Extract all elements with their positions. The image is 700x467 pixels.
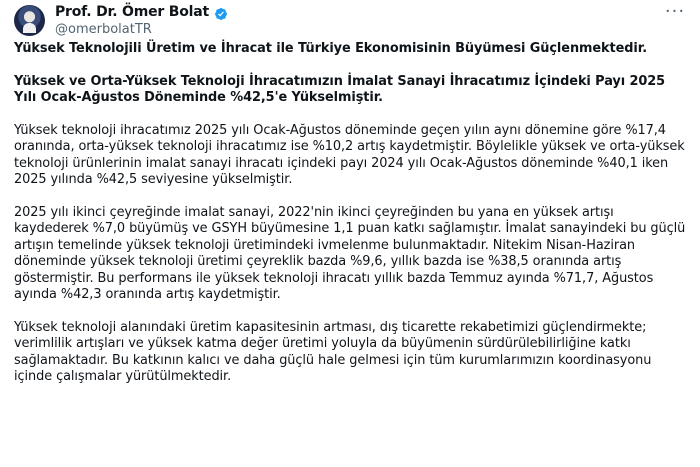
body-paragraph-1: Yüksek teknoloji ihracatımız 2025 yılı Ocak-Ağustos döneminde geçen yılın aynı dönemine göre %17,4 oranında, orta-yüksek teknoloji ihracatımız ise %10,2 artış kaydetmiştir. Böylelikle yüksek ve orta-yüksek teknoloji ürünlerinin imalat sanayi ihracatı içindeki payı 2024 yılı Ocak-Ağustos döneminde %40,1 iken 2025 yılında %42,5 seviyesine yükselmiştir. [14,122,685,187]
post-text [14,41,686,386]
body-paragraph-3: Yüksek teknoloji alanındaki üretim kapasitesinin artması, dış ticarette rekabetimizi güçlendirmekte; verimlilik artışları ve yüksek katma değer üretimi yoluyla da büyümenin sürdürülebilirliğine katkı sağlamaktadır. Bu katkının kalıcı ve daha güçlü hale gelmesi için tüm kurumlarımızın koordinasyonu içinde çalışmalar yürütülmektedir. [14,319,652,384]
headline-secondary: Yüksek ve Orta-Yüksek Teknoloji İhracatımızın İmalat Sanayi İhracatımız İçindeki Payı 2025 Yılı Ocak-Ağustos Döneminde %42,5'e Yükselmiştir. [14,73,666,105]
author-display-name[interactable]: Prof. Dr. Ömer Bolat [55,4,210,20]
headline-primary: Yüksek Teknolojili Üretim ve İhracat ile Türkiye Ekonomisinin Büyümesi Güçlenmektedir. [14,41,648,56]
author-name-line [55,4,455,21]
body-paragraph-2: 2025 yılı ikinci çeyreğinde imalat sanayi, 2022'nin ikinci çeyreğinden bu yana en yüksek artışı kaydederek %7,0 büyümüş ve GSYH büyümesine 1,1 puan katkı sağlamıştır. İmalat sanayindeki bu güçlü artışın temelinde yüksek teknoloji üretimindeki ivmelenme bulunmaktadır. Nitekim Nisan-Haziran döneminde yüksek teknoloji üretimi çeyreklik bazda %9,6, yıllık bazda ise %38,5 oranında artış göstermiştir. Bu performans ile yüksek teknoloji ihracatı yıllık bazda Temmuz ayında %71,7, Ağustos ayında %42,3 oranında artış kaydetmiştir. [14,204,686,302]
more-horizontal-icon[interactable]: ··· [664,1,686,22]
verified-badge-icon [214,6,228,20]
avatar[interactable] [14,5,45,36]
post-header [14,1,686,38]
author-handle[interactable]: @omerbolatTR [55,22,152,37]
author-block [55,4,455,37]
